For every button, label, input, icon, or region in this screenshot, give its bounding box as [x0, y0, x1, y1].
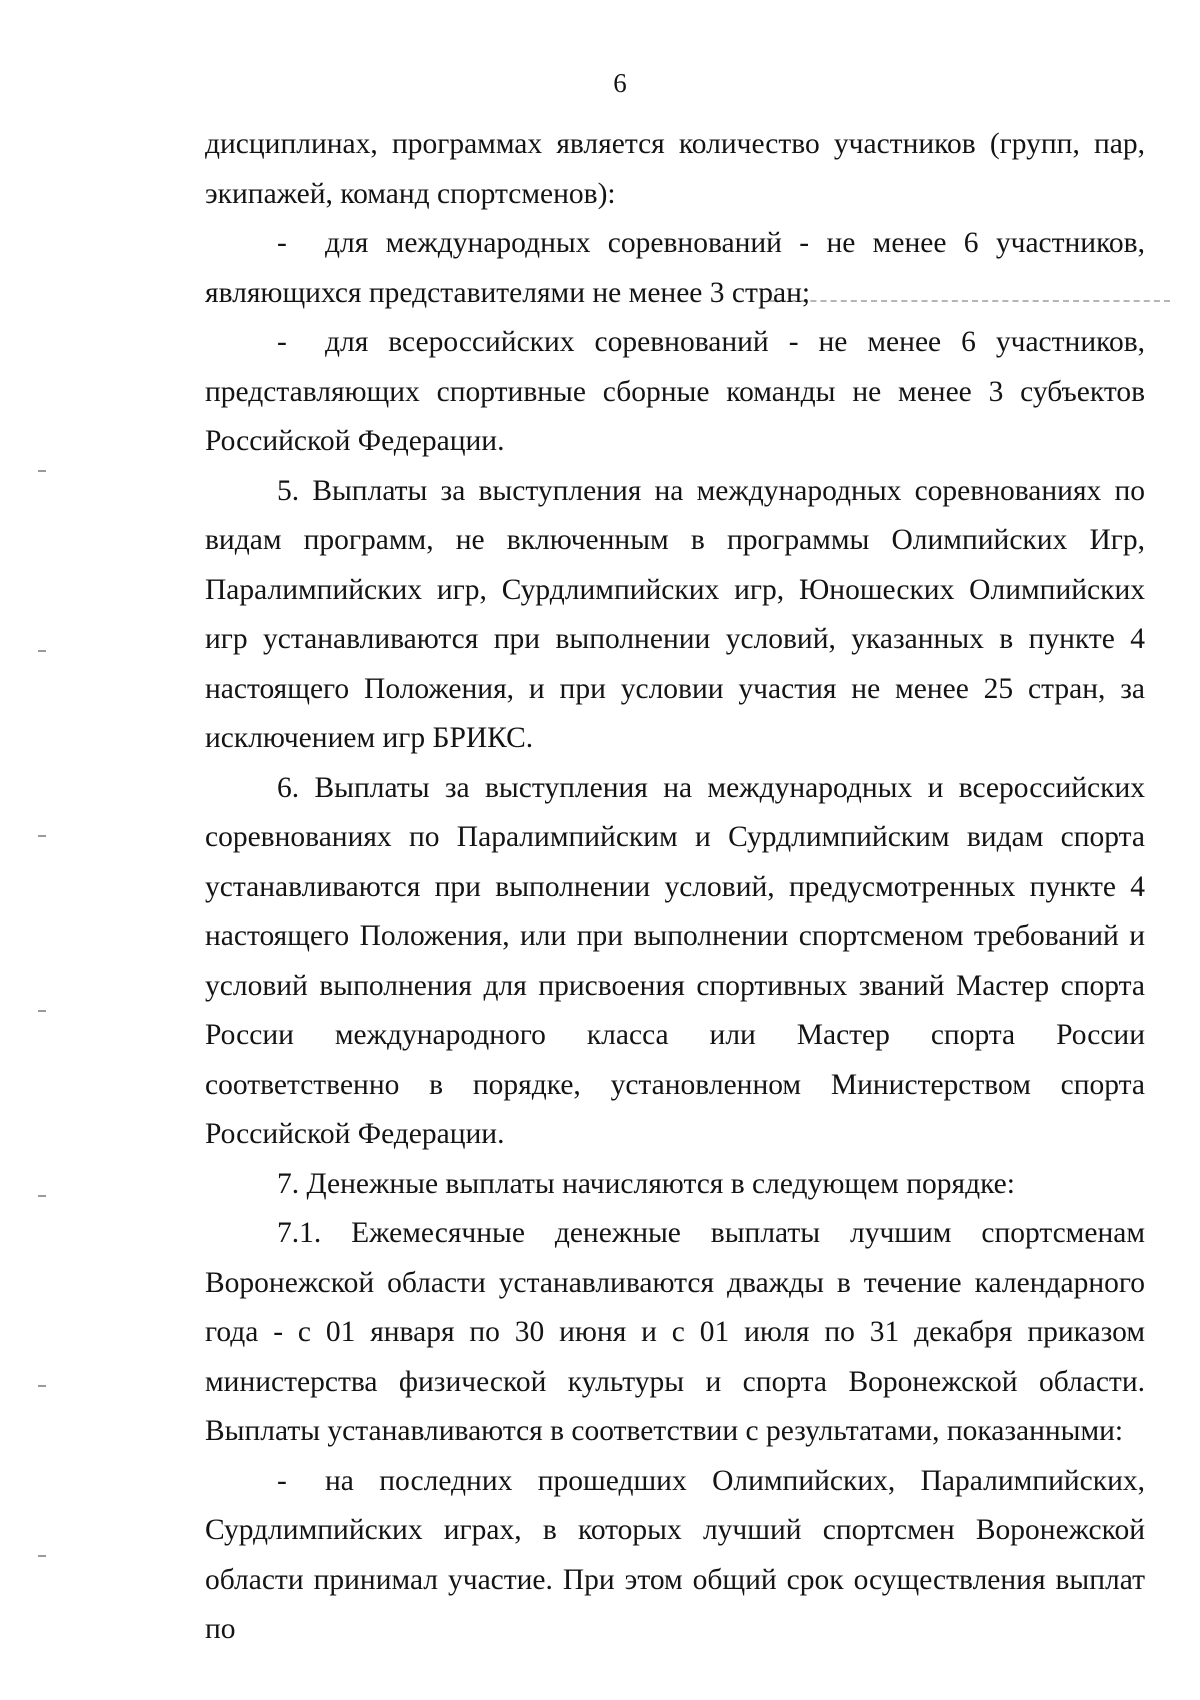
- margin-scan-mark: [38, 650, 46, 652]
- margin-scan-mark: [38, 1555, 46, 1557]
- list-item: [205, 318, 1145, 467]
- paragraph: 5. Выплаты за выступления на международных соревнованиях по видам программ, не включенным в программы Олимпийских Игр, Паралимпийских игр, Сурдлимпийских игр, Юношеских Олимпийских игр устанавливаются при выполнении условий, указанных в пункте 4 настоящего Положения, и при условии участия не менее 25 стран, за исключением игр БРИКС.: [205, 474, 1145, 754]
- margin-scan-mark: [38, 1010, 46, 1012]
- paragraph: дисциплинах, программах является количество участников (групп, пар, экипажей, команд спортсменов):: [205, 128, 1145, 210]
- document-body: [205, 120, 1145, 1655]
- paragraph: 6. Выплаты за выступления на международных и всероссийских соревнованиях по Паралимпийским и Сурдлимпийским видам спорта устанавливаются при выполнении условий, предусмотренных пункте 4 настоящего Положения, или при выполнении спортсменом требований и условий выполнения для присвоения спортивных званий Мастер спорта России международного класса или Мастер спорта России соответственно в порядке, установленном Министерством спорта Российской Федерации.: [205, 771, 1145, 1150]
- margin-scan-mark: [38, 1195, 46, 1197]
- list-item-text: для всероссийских соревнований - не менее 6 участников, представляющих спортивные сборные команды не менее 3 субъектов Российской Федерации.: [205, 326, 1145, 457]
- list-item: [205, 1457, 1145, 1655]
- list-dash: -: [277, 227, 287, 259]
- list-item-text: для международных соревнований - не менее 6 участников, являющихся представителями не менее 3 стран;: [205, 227, 1145, 309]
- margin-scan-mark: [38, 835, 46, 837]
- margin-scan-mark: [38, 1385, 46, 1387]
- list-dash: -: [277, 326, 287, 358]
- page-number: 6: [613, 68, 627, 98]
- paragraph: 7.1. Ежемесячные денежные выплаты лучшим спортсменам Воронежской области устанавливаются дважды в течение календарного года - с 01 января по 30 июня и с 01 июля по 31 декабря приказом министерства физической культуры и спорта Воронежской области. Выплаты устанавливаются в соответствии с результатами, показанными:: [205, 1217, 1145, 1447]
- paragraph: 7. Денежные выплаты начисляются в следующем порядке:: [277, 1167, 1015, 1200]
- list-dash: -: [277, 1464, 287, 1497]
- list-item: [205, 219, 1145, 318]
- list-item-text: на последних прошедших Олимпийских, Паралимпийских, Сурдлимпийских играх, в которых лучший спортсмен Воронежской области принимал участие. При этом общий срок осуществления выплат по: [205, 1464, 1145, 1645]
- margin-scan-mark: [38, 470, 46, 472]
